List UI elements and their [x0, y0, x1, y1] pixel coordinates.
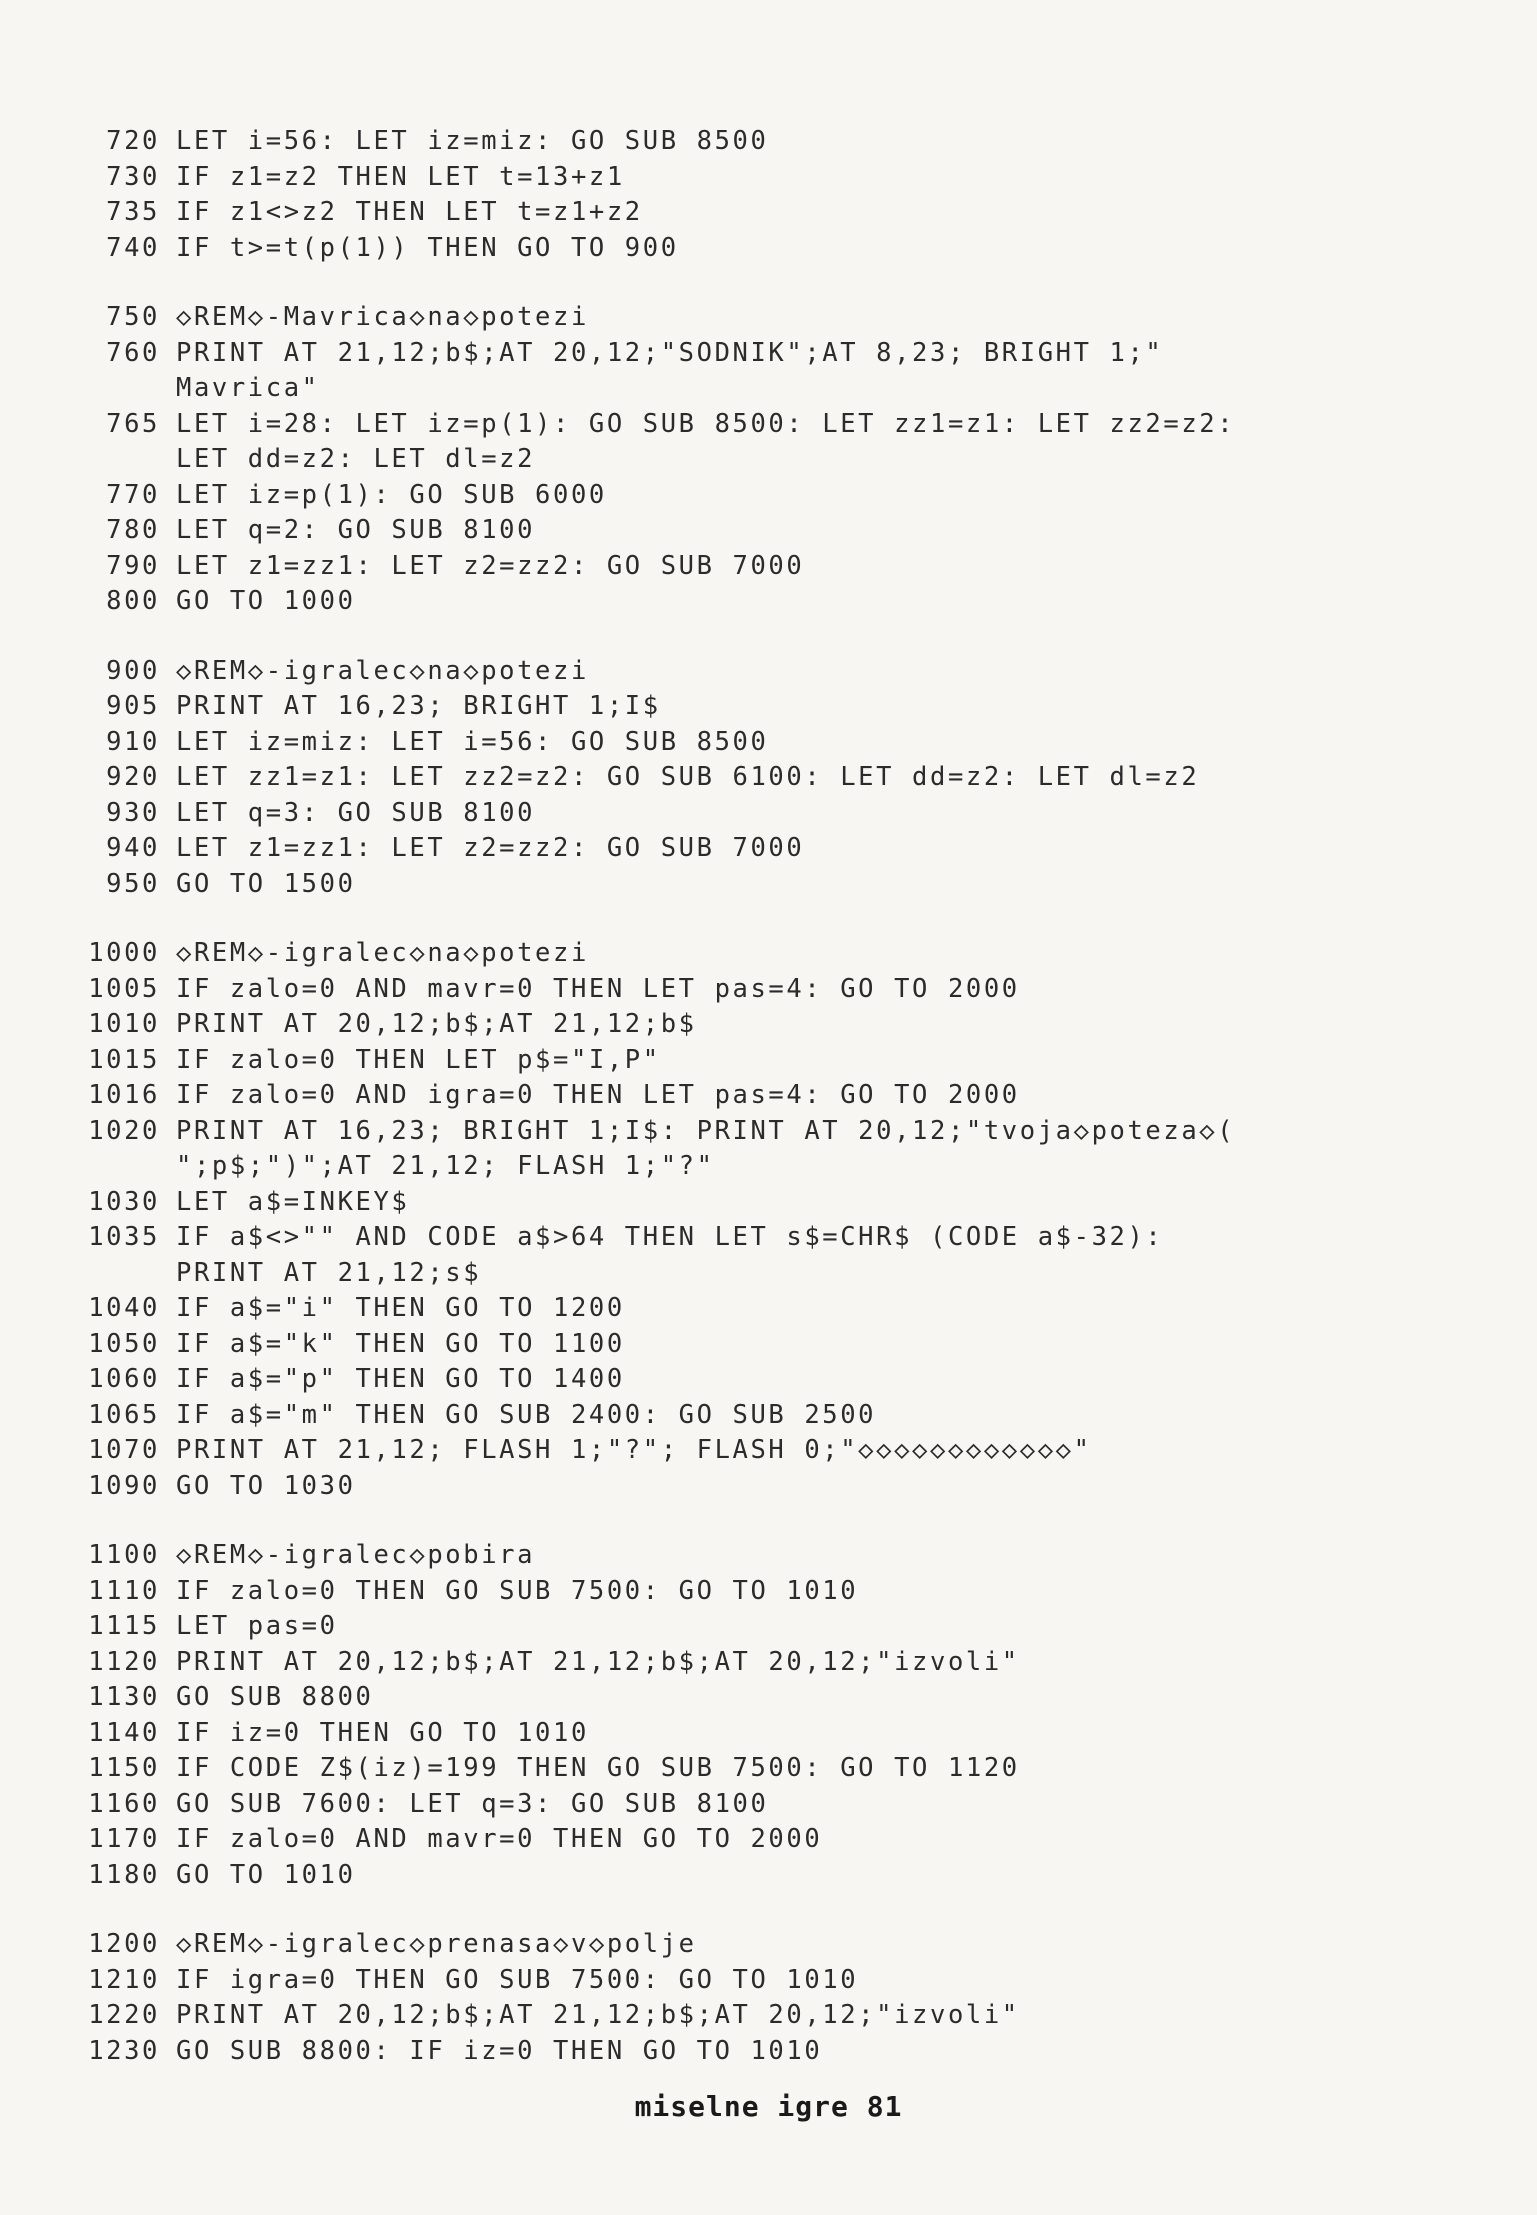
- line-code: IF t>=t(p(1)) THEN GO TO 900: [176, 232, 679, 263]
- code-line: [72, 513, 1492, 549]
- line-code: IF zalo=0 AND igra=0 THEN LET pas=4: GO TO 2000: [176, 1080, 1020, 1110]
- code-line: [72, 760, 1492, 796]
- line-code: ◇REM◇-igralec◇pobira: [176, 1540, 536, 1570]
- line-code: IF zalo=0 AND mavr=0 THEN LET pas=4: GO TO 2000: [176, 973, 1020, 1004]
- code-line: [72, 2034, 1492, 2070]
- code-line: [72, 124, 1492, 160]
- code-line: [72, 1609, 1492, 1645]
- code-line: [72, 160, 1492, 196]
- line-number: 1005: [88, 973, 160, 1004]
- line-number: 1220: [88, 2000, 160, 2030]
- code-line: [72, 1538, 1492, 1574]
- code-line: [72, 1433, 1492, 1469]
- line-number: 1115: [88, 1611, 160, 1641]
- code-line: [72, 549, 1492, 585]
- code-block: [72, 936, 1492, 1504]
- line-code: LET iz=p(1): GO SUB 6000: [176, 479, 607, 510]
- code-line: [72, 1751, 1492, 1787]
- line-number: 1030: [88, 1186, 160, 1217]
- line-number: 1120: [88, 1646, 160, 1677]
- code-line: [72, 478, 1492, 514]
- line-number: 950: [106, 868, 160, 899]
- line-code: PRINT AT 20,12;b$;AT 21,12;b$;AT 20,12;"izvoli": [176, 1646, 1020, 1677]
- code-line: [72, 195, 1492, 231]
- line-code: IF iz=0 THEN GO TO 1010: [176, 1717, 589, 1748]
- code-line: [72, 867, 1492, 903]
- line-number: 1070: [88, 1435, 160, 1465]
- code-line: [72, 972, 1492, 1008]
- code-line: [72, 725, 1492, 761]
- line-code: IF CODE Z$(iz)=199 THEN GO SUB 7500: GO TO 1120: [176, 1753, 1020, 1783]
- line-number: 1040: [88, 1293, 160, 1323]
- line-continuation: ";p$;")";AT 21,12; FLASH 1;"?": [176, 1151, 715, 1181]
- line-number: 750: [106, 302, 160, 332]
- line-number: 940: [106, 833, 160, 863]
- code-block: [72, 654, 1492, 903]
- code-line: [72, 1645, 1492, 1681]
- line-number: 1065: [88, 1399, 160, 1430]
- code-line: [72, 1007, 1492, 1043]
- code-block: [72, 124, 1492, 266]
- line-code: ◇REM◇-igralec◇na◇potezi: [176, 655, 589, 686]
- line-code: LET i=56: LET iz=miz: GO SUB 8500: [176, 126, 769, 156]
- code-line: [72, 1858, 1492, 1894]
- line-code: GO TO 1030: [176, 1470, 356, 1501]
- code-line: [72, 1398, 1492, 1434]
- code-line: [72, 796, 1492, 832]
- code-line: [72, 1927, 1492, 1963]
- line-number: 1180: [88, 1859, 160, 1890]
- code-line: [72, 1185, 1492, 1221]
- code-line: [72, 1114, 1492, 1150]
- code-line: [72, 1220, 1492, 1256]
- line-code: IF a$="i" THEN GO TO 1200: [176, 1293, 625, 1323]
- line-code: LET z1=zz1: LET z2=zz2: GO SUB 7000: [176, 550, 805, 581]
- line-code: ◇REM◇-igralec◇prenasa◇v◇polje: [176, 1929, 697, 1959]
- code-line: [72, 300, 1492, 336]
- code-line: [72, 1043, 1492, 1079]
- line-number: 735: [106, 197, 160, 227]
- line-code: IF zalo=0 THEN LET p$="I,P": [176, 1044, 661, 1075]
- line-number: 1230: [88, 2035, 160, 2066]
- line-number: 780: [106, 515, 160, 545]
- line-number: 1060: [88, 1364, 160, 1394]
- line-number: 720: [106, 126, 160, 156]
- line-number: 910: [106, 726, 160, 757]
- line-number: 1090: [88, 1470, 160, 1501]
- line-number: 920: [106, 762, 160, 792]
- line-number: 1020: [88, 1115, 160, 1146]
- line-code: GO SUB 8800: [176, 1682, 374, 1712]
- line-code: GO SUB 8800: IF iz=0 THEN GO TO 1010: [176, 2035, 823, 2066]
- line-code: IF z1=z2 THEN LET t=13+z1: [176, 161, 625, 192]
- line-number: 1130: [88, 1682, 160, 1712]
- line-code: PRINT AT 20,12;b$;AT 21,12;b$: [176, 1009, 697, 1039]
- line-code: IF igra=0 THEN GO SUB 7500: GO TO 1010: [176, 1964, 859, 1995]
- line-number: 1015: [88, 1044, 160, 1075]
- line-number: 760: [106, 337, 160, 368]
- code-line: [72, 584, 1492, 620]
- line-code: IF a$<>"" AND CODE a$>64 THEN LET s$=CHR$ (CODE a$-32):: [176, 1222, 1164, 1252]
- line-code: LET q=3: GO SUB 8100: [176, 797, 536, 828]
- line-number: 1100: [88, 1540, 160, 1570]
- code-line: [72, 654, 1492, 690]
- line-code: IF z1<>z2 THEN LET t=z1+z2: [176, 197, 643, 227]
- line-code: IF zalo=0 THEN GO SUB 7500: GO TO 1010: [176, 1575, 859, 1606]
- code-line: [72, 1998, 1492, 2034]
- line-number: 900: [106, 655, 160, 686]
- line-number: 1170: [88, 1824, 160, 1854]
- line-number: 1210: [88, 1964, 160, 1995]
- code-line: [72, 1327, 1492, 1363]
- line-number: 930: [106, 797, 160, 828]
- code-line: [72, 1469, 1492, 1505]
- page-footer: miselne igre 81: [634, 2090, 903, 2123]
- code-line: [72, 1574, 1492, 1610]
- line-number: 790: [106, 550, 160, 581]
- code-line: [72, 1963, 1492, 1999]
- line-code: GO SUB 7600: LET q=3: GO SUB 8100: [176, 1788, 769, 1819]
- code-block: [72, 300, 1492, 620]
- code-line: [72, 936, 1492, 972]
- line-number: 1200: [88, 1929, 160, 1959]
- code-block: [72, 1538, 1492, 1893]
- line-code: PRINT AT 20,12;b$;AT 21,12;b$;AT 20,12;"izvoli": [176, 2000, 1020, 2030]
- line-number: 800: [106, 586, 160, 616]
- code-line: [72, 1787, 1492, 1823]
- line-number: 1035: [88, 1222, 160, 1252]
- line-code: GO TO 1500: [176, 868, 356, 899]
- line-code: GO TO 1010: [176, 1859, 356, 1890]
- line-code: LET a$=INKEY$: [176, 1186, 410, 1217]
- line-code: LET z1=zz1: LET z2=zz2: GO SUB 7000: [176, 833, 805, 863]
- line-number: 1110: [88, 1575, 160, 1606]
- code-line: [72, 1680, 1492, 1716]
- line-code: GO TO 1000: [176, 586, 356, 616]
- line-continuation: Mavrica": [176, 373, 320, 403]
- line-continuation: PRINT AT 21,12;s$: [176, 1257, 482, 1288]
- line-number: 765: [106, 408, 160, 439]
- code-line: [72, 1716, 1492, 1752]
- line-number: 905: [106, 691, 160, 721]
- line-code: IF zalo=0 AND mavr=0 THEN GO TO 2000: [176, 1824, 823, 1854]
- line-code: LET i=28: LET iz=p(1): GO SUB 8500: LET zz1=z1: LET zz2=z2:: [176, 408, 1236, 439]
- line-code: LET pas=0: [176, 1611, 338, 1641]
- code-line: [72, 336, 1492, 372]
- code-line: [72, 831, 1492, 867]
- code-line: [72, 689, 1492, 725]
- line-code: PRINT AT 16,23; BRIGHT 1;I$: PRINT AT 20,12;"tvoja◇poteza◇(: [176, 1115, 1236, 1146]
- code-line: [72, 1078, 1492, 1114]
- line-number: 770: [106, 479, 160, 510]
- line-number: 740: [106, 232, 160, 263]
- line-code: PRINT AT 16,23; BRIGHT 1;I$: [176, 691, 661, 721]
- line-code: IF a$="k" THEN GO TO 1100: [176, 1328, 625, 1359]
- line-number: 1016: [88, 1080, 160, 1110]
- line-code: PRINT AT 21,12; FLASH 1;"?"; FLASH 0;"◇◇◇◇◇◇◇◇◇◇◇◇": [176, 1435, 1092, 1465]
- line-number: 1150: [88, 1753, 160, 1783]
- line-number: 1140: [88, 1717, 160, 1748]
- line-code: IF a$="m" THEN GO SUB 2400: GO SUB 2500: [176, 1399, 877, 1430]
- line-code: PRINT AT 21,12;b$;AT 20,12;"SODNIK";AT 8,23; BRIGHT 1;": [176, 337, 1164, 368]
- basic-code-listing: [72, 124, 1492, 2103]
- line-code: LET iz=miz: LET i=56: GO SUB 8500: [176, 726, 769, 757]
- line-number: 730: [106, 161, 160, 192]
- line-code: LET q=2: GO SUB 8100: [176, 515, 536, 545]
- code-line: [72, 1362, 1492, 1398]
- line-number: 1000: [88, 938, 160, 968]
- code-line: [72, 231, 1492, 267]
- code-line: [72, 1291, 1492, 1327]
- line-number: 1050: [88, 1328, 160, 1359]
- line-code: ◇REM◇-Mavrica◇na◇potezi: [176, 302, 589, 332]
- code-block: [72, 1927, 1492, 2069]
- line-code: ◇REM◇-igralec◇na◇potezi: [176, 938, 589, 968]
- line-continuation: LET dd=z2: LET dl=z2: [176, 444, 536, 474]
- line-code: IF a$="p" THEN GO TO 1400: [176, 1364, 625, 1394]
- line-number: 1010: [88, 1009, 160, 1039]
- line-code: LET zz1=z1: LET zz2=z2: GO SUB 6100: LET dd=z2: LET dl=z2: [176, 762, 1200, 792]
- code-line: [72, 1822, 1492, 1858]
- code-line: [72, 407, 1492, 443]
- line-number: 1160: [88, 1788, 160, 1819]
